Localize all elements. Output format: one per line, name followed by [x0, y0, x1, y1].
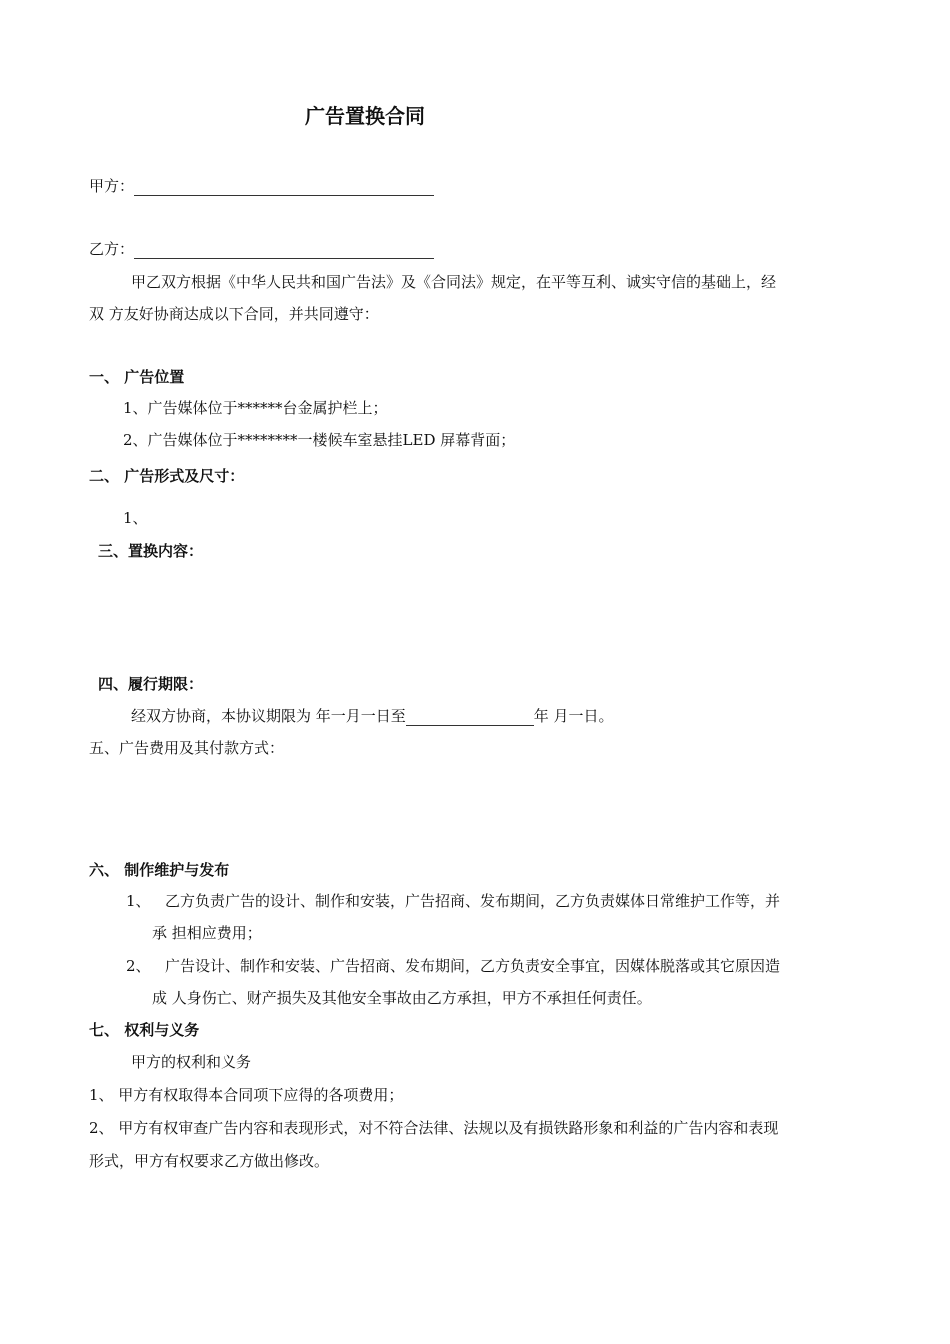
section-7-item-2-line-1: 2、 甲方有权审查广告内容和表现形式，对不符合法律、法规以及有损铁路形象和利益的广告内容和表现	[89, 1119, 779, 1137]
section-5-heading: 五、广告费用及其付款方式：	[89, 739, 285, 757]
term-text-after: 年 月一日。	[533, 707, 614, 725]
section-6-item-1-number: 1、	[126, 892, 151, 910]
preamble-line-1: 甲乙双方根据《中华人民共和国广告法》及《合同法》规定，在平等互利、诚实守信的基础上，经	[131, 273, 777, 291]
party-b-blank	[134, 244, 434, 259]
section-1-heading: 一、 广告位置	[89, 368, 185, 386]
section-7-heading: 七、 权利与义务	[89, 1021, 200, 1039]
section-4-heading: 四、履行期限：	[98, 675, 204, 693]
section-2-heading: 二、 广告形式及尺寸：	[89, 467, 245, 485]
section-6-item-1-line-2: 承 担相应费用；	[152, 924, 262, 942]
section-3-heading: 三、置换内容：	[98, 542, 204, 560]
section-7-item-2-line-2: 形式，甲方有权要求乙方做出修改。	[89, 1152, 330, 1170]
term-text-before: 经双方协商，本协议期限为 年一月一日至	[131, 707, 406, 725]
section-6-item-1-line-1: 乙方负责广告的设计、制作和安装，广告招商、发布期间，乙方负责媒体日常维护工作等，并	[165, 892, 781, 910]
section-6-item-2-line-1: 广告设计、制作和安装、广告招商、发布期间，乙方负责安全事宜，因媒体脱落或其它原因造	[165, 957, 781, 975]
party-a-blank	[134, 181, 434, 196]
section-7-subheading: 甲方的权利和义务	[131, 1053, 252, 1071]
section-4-text	[131, 706, 614, 726]
preamble-line-2: 双 方友好协商达成以下合同，并共同遵守：	[89, 305, 379, 323]
term-end-year-blank	[406, 711, 534, 726]
party-b-label: 乙方：	[89, 240, 135, 258]
section-2-item-1: 1、	[123, 509, 148, 527]
party-a-line	[89, 176, 434, 196]
section-6-item-2-number: 2、	[126, 957, 151, 975]
section-7-item-1: 1、 甲方有权取得本合同项下应得的各项费用；	[89, 1086, 404, 1104]
section-1-item-2: 2、广告媒体位于********一楼候车室悬挂LED 屏幕背面；	[123, 431, 516, 449]
section-1-item-1: 1、广告媒体位于******台金属护栏上；	[123, 399, 388, 417]
party-a-label: 甲方：	[89, 177, 135, 195]
party-b-line	[89, 239, 434, 259]
section-6-heading: 六、 制作维护与发布	[89, 861, 230, 879]
document-title: 广告置换合同	[305, 104, 425, 128]
section-6-item-2-line-2: 成 人身伤亡、财产损失及其他安全事故由乙方承担，甲方不承担任何责任。	[152, 989, 652, 1007]
